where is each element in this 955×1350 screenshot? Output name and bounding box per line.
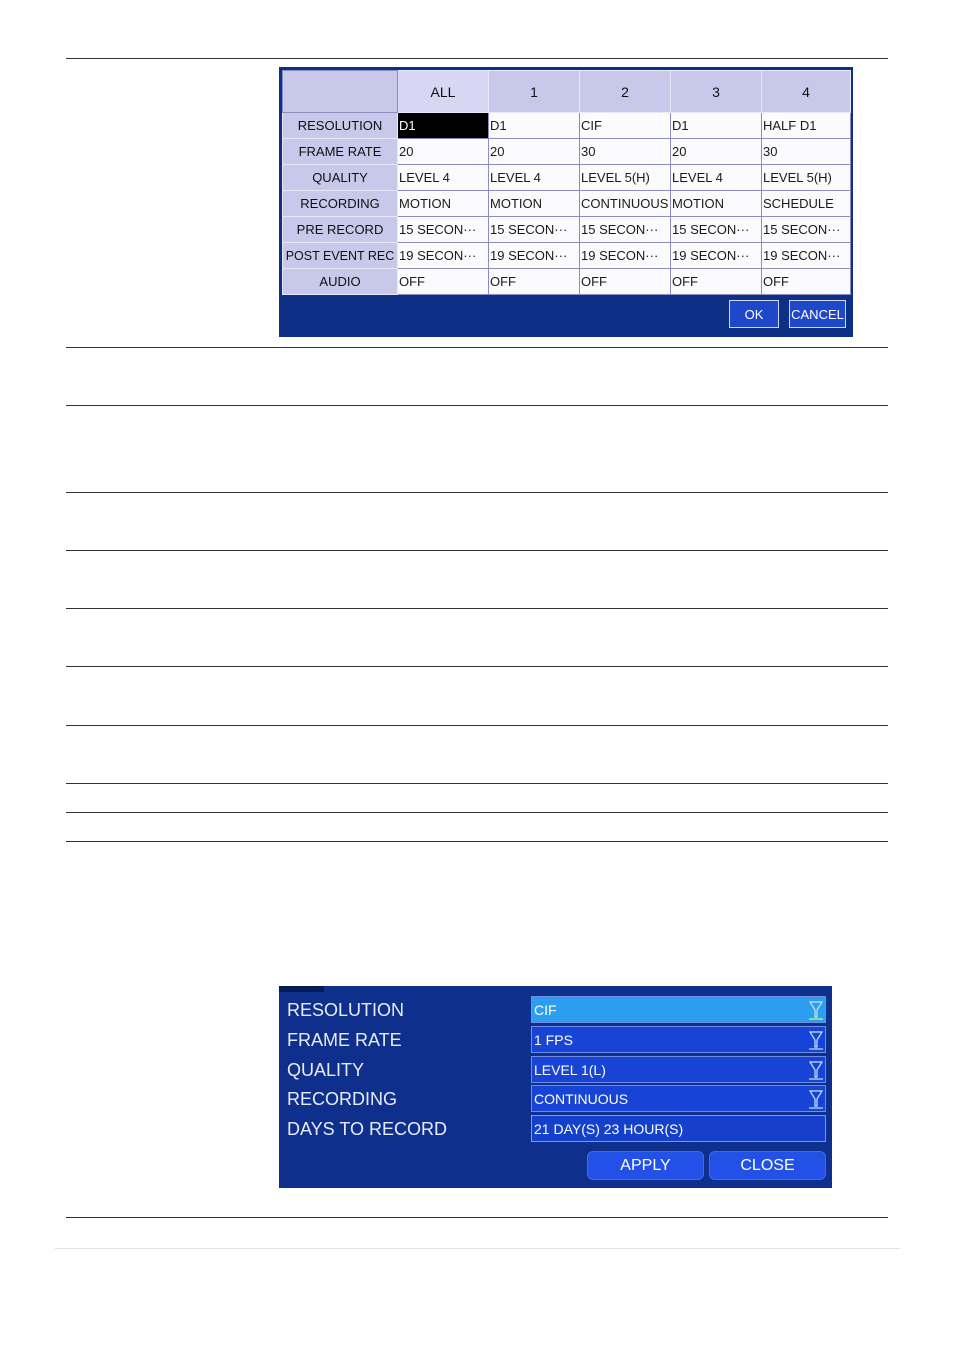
grid-row-audio bbox=[283, 269, 851, 295]
grid-cell[interactable]: CONTINUOUS bbox=[580, 191, 671, 217]
grid-cell[interactable]: MOTION bbox=[398, 191, 489, 217]
table-rule bbox=[66, 347, 888, 348]
grid-row-resolution bbox=[283, 113, 851, 139]
table-rule bbox=[66, 725, 888, 726]
table-rule bbox=[66, 783, 888, 784]
frame-rate-value: 1 FPS bbox=[534, 1031, 573, 1048]
ok-button[interactable]: OK bbox=[729, 300, 779, 328]
table-rule bbox=[66, 58, 888, 59]
column-header-2[interactable]: 2 bbox=[580, 71, 671, 113]
days-to-record-value: 21 DAY(S) 23 HOUR(S) bbox=[534, 1120, 684, 1137]
days-to-record-label: DAYS TO RECORD bbox=[287, 1119, 448, 1139]
table-rule bbox=[66, 812, 888, 813]
table-rule bbox=[66, 492, 888, 493]
close-button[interactable]: CLOSE bbox=[709, 1151, 826, 1180]
grid-cell[interactable]: SCHEDULE bbox=[762, 191, 851, 217]
grid-cell[interactable]: 19 SECON··· bbox=[489, 243, 580, 269]
grid-cell[interactable]: 19 SECON··· bbox=[398, 243, 489, 269]
cancel-button[interactable]: CANCEL bbox=[789, 300, 846, 328]
grid-cell[interactable]: 15 SECON··· bbox=[762, 217, 851, 243]
grid-cell[interactable]: 15 SECON··· bbox=[489, 217, 580, 243]
column-header-1[interactable]: 1 bbox=[489, 71, 580, 113]
table-rule bbox=[66, 1217, 888, 1218]
dropdown-arrow-icon bbox=[808, 1000, 824, 1020]
grid-cell[interactable]: LEVEL 4 bbox=[398, 165, 489, 191]
table-rule bbox=[66, 666, 888, 667]
grid-cell[interactable]: 30 bbox=[580, 139, 671, 165]
grid-cell[interactable]: 15 SECON··· bbox=[398, 217, 489, 243]
dropdown-arrow-icon bbox=[808, 1060, 824, 1080]
grid-row-quality bbox=[283, 165, 851, 191]
grid-cell[interactable]: LEVEL 4 bbox=[489, 165, 580, 191]
row-label-recording: RECORDING bbox=[283, 191, 398, 217]
recording-dropdown[interactable] bbox=[531, 1085, 826, 1112]
row-label-frame-rate: FRAME RATE bbox=[283, 139, 398, 165]
grid-cell[interactable]: D1 bbox=[398, 113, 489, 139]
recording-value: CONTINUOUS bbox=[534, 1090, 629, 1107]
grid-cell[interactable]: MOTION bbox=[489, 191, 580, 217]
quality-value: LEVEL 1(L) bbox=[534, 1061, 606, 1078]
grid-cell[interactable]: 19 SECON··· bbox=[671, 243, 762, 269]
row-label-quality: QUALITY bbox=[283, 165, 398, 191]
grid-cell[interactable]: 15 SECON··· bbox=[671, 217, 762, 243]
resolution-dropdown[interactable] bbox=[531, 996, 826, 1023]
grid-cell[interactable]: 30 bbox=[762, 139, 851, 165]
days-to-record-field bbox=[531, 1115, 826, 1142]
grid-cell[interactable]: HALF D1 bbox=[762, 113, 851, 139]
grid-cell[interactable]: OFF bbox=[398, 269, 489, 295]
table-rule bbox=[66, 841, 888, 842]
recording-label: RECORDING bbox=[287, 1089, 398, 1109]
column-header-4[interactable]: 4 bbox=[762, 71, 851, 113]
column-header-all[interactable]: ALL bbox=[398, 71, 489, 113]
grid-row-pre-record bbox=[283, 217, 851, 243]
grid-cell[interactable]: OFF bbox=[671, 269, 762, 295]
row-label-audio: AUDIO bbox=[283, 269, 398, 295]
grid-cell[interactable]: 20 bbox=[398, 139, 489, 165]
grid-cell[interactable]: D1 bbox=[671, 113, 762, 139]
row-label-post-event-rec: POST EVENT REC bbox=[283, 243, 398, 269]
quality-dropdown[interactable] bbox=[531, 1056, 826, 1083]
grid-cell[interactable]: OFF bbox=[762, 269, 851, 295]
frame-rate-label: FRAME RATE bbox=[287, 1030, 402, 1050]
grid-cell[interactable]: LEVEL 5(H) bbox=[580, 165, 671, 191]
row-label-pre-record: PRE RECORD bbox=[283, 217, 398, 243]
grid-cell[interactable]: 20 bbox=[671, 139, 762, 165]
grid-cell[interactable]: LEVEL 5(H) bbox=[762, 165, 851, 191]
grid-cell[interactable]: OFF bbox=[489, 269, 580, 295]
grid-row-recording bbox=[283, 191, 851, 217]
quick-setup-panel bbox=[279, 986, 832, 1188]
grid-cell[interactable]: 20 bbox=[489, 139, 580, 165]
grid-cell[interactable]: CIF bbox=[580, 113, 671, 139]
grid-cell[interactable]: 19 SECON··· bbox=[762, 243, 851, 269]
column-header-3[interactable]: 3 bbox=[671, 71, 762, 113]
resolution-label: RESOLUTION bbox=[287, 1000, 405, 1020]
grid-corner bbox=[283, 71, 398, 113]
table-rule bbox=[66, 608, 888, 609]
grid-cell[interactable]: D1 bbox=[489, 113, 580, 139]
grid-cell[interactable]: MOTION bbox=[671, 191, 762, 217]
dropdown-arrow-icon bbox=[808, 1089, 824, 1109]
grid-cell[interactable]: 19 SECON··· bbox=[580, 243, 671, 269]
table-rule bbox=[66, 550, 888, 551]
apply-button[interactable]: APPLY bbox=[587, 1151, 704, 1180]
footer-divider bbox=[55, 1248, 900, 1249]
grid-row-frame-rate bbox=[283, 139, 851, 165]
dropdown-arrow-icon bbox=[808, 1030, 824, 1050]
record-settings-panel bbox=[279, 67, 853, 337]
grid-header-row bbox=[283, 71, 851, 113]
panel-corner-mark bbox=[279, 986, 324, 992]
grid-cell[interactable]: 15 SECON··· bbox=[580, 217, 671, 243]
row-label-resolution: RESOLUTION bbox=[283, 113, 398, 139]
table-rule bbox=[66, 405, 888, 406]
quality-label: QUALITY bbox=[287, 1060, 365, 1080]
grid-cell[interactable]: LEVEL 4 bbox=[671, 165, 762, 191]
frame-rate-dropdown[interactable] bbox=[531, 1026, 826, 1053]
record-settings-grid bbox=[282, 70, 851, 295]
resolution-value: CIF bbox=[534, 1001, 557, 1018]
grid-cell[interactable]: OFF bbox=[580, 269, 671, 295]
grid-row-post-event-rec bbox=[283, 243, 851, 269]
